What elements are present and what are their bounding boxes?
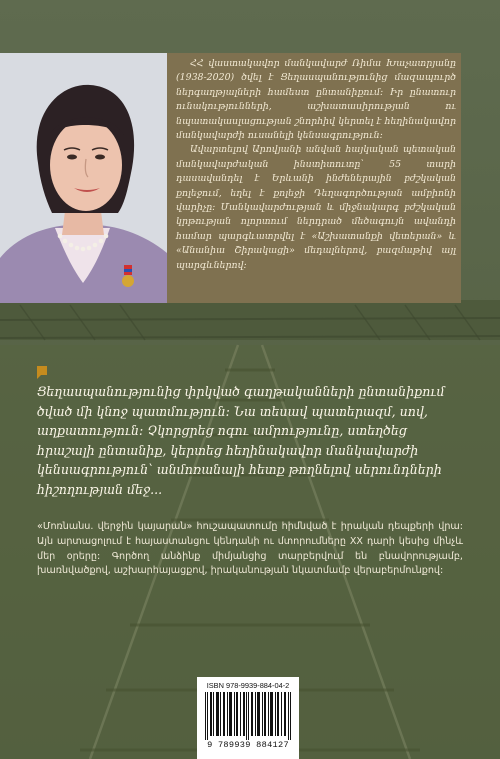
biography-paragraph: Ավարտելով Արովյանի անվան հայկական պետական մանկավարժական ինստիտուտը՝ 55 տարի դասավանդել է Երևանի ինժեներային բժշկական քոլեջում, եղել է քոլեջի Դեղագործության ամբիոնի վարիչը: Մանկավարժության և միջնակարգ բժշկական կրթության ոլորտում ներդրած մեծագույն ավանդի համար պարգևատրվել է «Աշխատանքի վետերան» և «Անանիա Շիրակացի» մեդալներով, բազմաթիվ այլ պարգևներով: xyxy=(176,144,456,271)
barcode-digits: 9 789939 884127 xyxy=(207,740,289,750)
biography-paragraph: ՀՀ վաստակավոր մանկավարժ Ռիմա Խաչատրյանը (1938-2020) ծվել է Ցեղասպանությունից մազապուրծ ներգաղթյալների համեստ ընտանիքում: Իր ընատուր ունակությունների, աշխատասիրության ու նպատակասլացության շնորհիվ կերտել է հեղինակավոր մանկավարժի ուսանելի կենսագրություն: xyxy=(176,58,456,142)
author-portrait xyxy=(0,53,167,303)
biography-text xyxy=(176,57,456,273)
blurb-quote: Ցեղասպանությունից փրկված գաղթականների ընտանիքում ծված մի կնոջ պատմություն: Նա տեսավ պատերազմ, սով, աղքատություն: Չկորցրեց ոգու ամրությունը, ստեղծեց հրաշալի ընտանիք, կերտեց հեղինակավոր մանկավարժի կենսագրություն՝ անմոռանալի հետք թողնելով սերունդների հիշողության մեջ... xyxy=(37,384,445,497)
barcode-icon xyxy=(203,692,293,740)
portrait-image xyxy=(0,53,167,303)
isbn-barcode-block xyxy=(197,677,299,759)
quote-marker-icon xyxy=(37,366,47,375)
book-description: «Մոռնանս. վերջին կայարան» հուշապատումը հիմնված է իրական դեպքերի վրա: Այն արտացոլում է հայաստանցու կենդանի ու մտորումները XX դարի կեսից մինչև մեր օրերը: Գործող անձինք միմյանցից տարբերվում են բնավորությամբ, խառնվածքով, աշխարհայացքով, իրականության նկատմամբ վերաբերմունքով: xyxy=(37,521,463,577)
isbn-label: ISBN 978-9939-884-04-2 xyxy=(206,681,290,690)
